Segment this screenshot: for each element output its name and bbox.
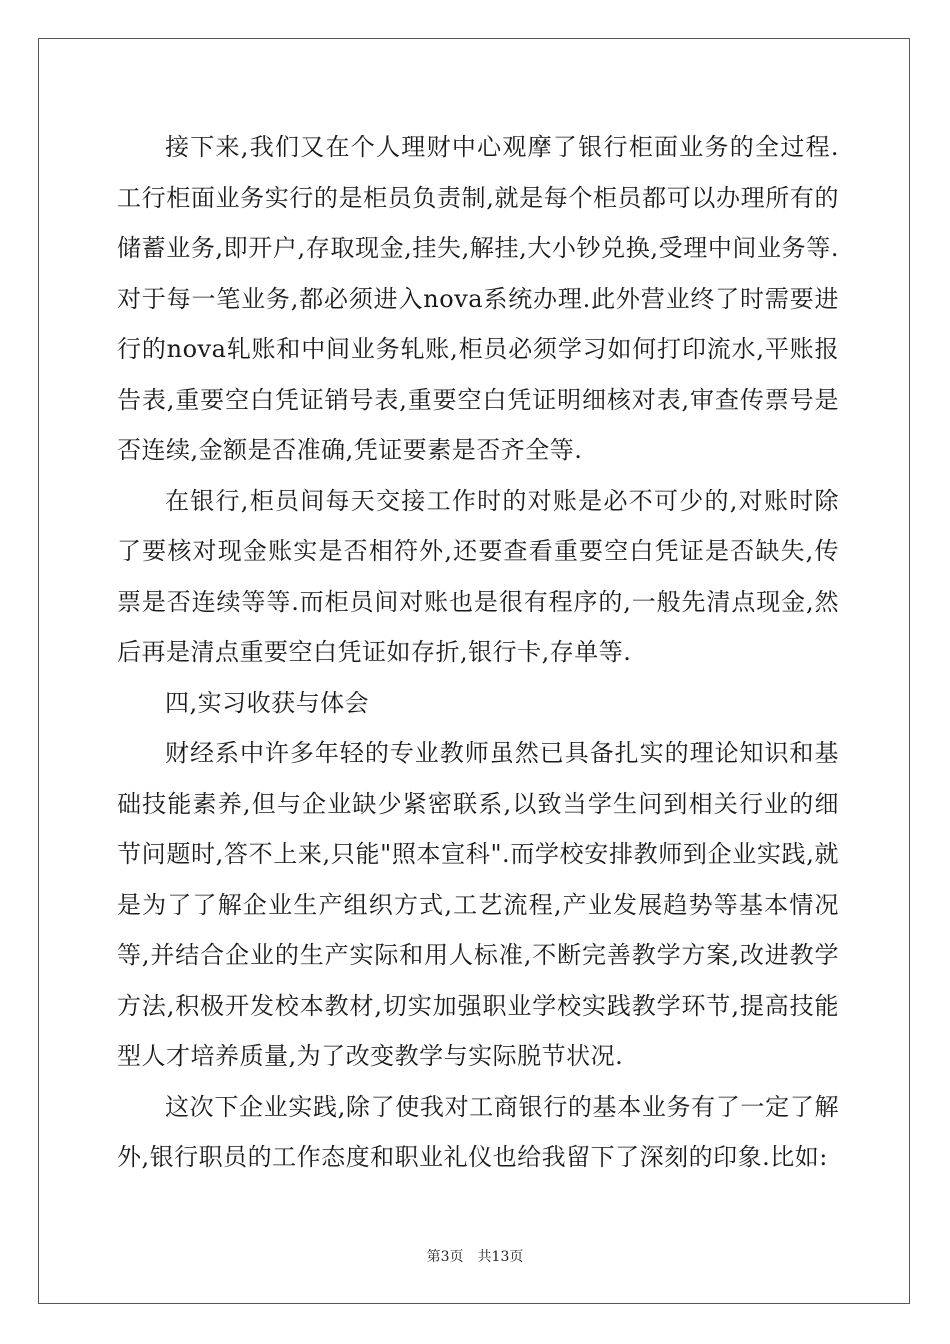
page-footer [0,1246,950,1266]
paragraph: 接下来,我们又在个人理财中心观摩了银行柜面业务的全过程.工行柜面业务实行的是柜员负责制,就是每个柜员都可以办理所有的储蓄业务,即开户,存取现金,挂失,解挂,大小钞兑换,受理中间业务等.对于每一笔业务,都必须进入nova系统办理.此外营业终了时需要进行的nova轧账和中间业务轧账,柜员必须学习如何打印流水,平账报告表,重要空白凭证销号表,重要空白凭证明细核对表,审查传票号是否连续,金额是否准确,凭证要素是否齐全等. [117,133,839,464]
document-body [117,122,839,1183]
paragraph: 财经系中许多年轻的专业教师虽然已具备扎实的理论知识和基础技能素养,但与企业缺少紧密联系,以致当学生问到相关行业的细节问题时,答不上来,只能"照本宣科".而学校安排教师到企业实践,就是为了了解企业生产组织方式,工艺流程,产业发展趋势等基本情况等,并结合企业的生产实际和用人标准,不断完善教学方案,改进教学方法,积极开发校本教材,切实加强职业学校实践教学环节,提高技能型人才培养质量,为了改变教学与实际脱节状况. [117,739,839,1070]
paragraph: 在银行,柜员间每天交接工作时的对账是必不可少的,对账时除了要核对现金账实是否相符外,还要查看重要空白凭证是否缺失,传票是否连续等等.而柜员间对账也是很有程序的,一般先清点现金,然后再是清点重要空白凭证如存折,银行卡,存单等. [117,486,839,666]
page-number-label: 第3页 共13页 [426,1249,524,1265]
paragraph: 这次下企业实践,除了使我对工商银行的基本业务有了一定了解外,银行职员的工作态度和职业礼仪也给我留下了深刻的印象.比如: [117,1092,839,1171]
section-heading: 四,实习收获与体会 [165,688,370,717]
